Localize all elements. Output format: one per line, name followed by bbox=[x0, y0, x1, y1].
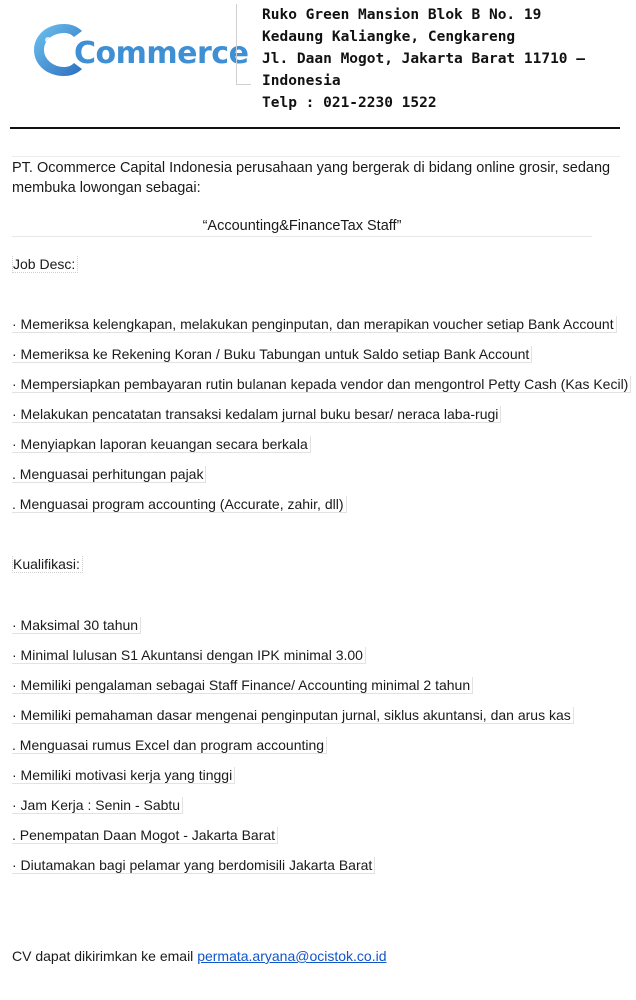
qualification-item: · Memiliki pengalaman sebagai Staff Finance/ Accounting minimal 2 tahun bbox=[12, 677, 473, 694]
qualification-item: . Menguasai rumus Excel dan program accounting bbox=[12, 737, 327, 754]
contact-line bbox=[12, 948, 387, 964]
position-title: “Accounting&FinanceTax Staff” bbox=[12, 218, 592, 237]
qualification-item: · Minimal lulusan S1 Akuntansi dengan IPK minimal 3.00 bbox=[12, 647, 366, 664]
qualification-item: · Maksimal 30 tahun bbox=[12, 617, 141, 634]
address-line: Ruko Green Mansion Blok B No. 19 bbox=[262, 7, 542, 23]
job-desc-item: . Menguasai program accounting (Accurate, zahir, dll) bbox=[12, 496, 347, 513]
email-link[interactable]: permata.aryana@ocistok.co.id bbox=[197, 948, 387, 964]
qualification-item: · Memiliki pemahaman dasar mengenai penginputan jurnal, siklus akuntansi, dan arus kas bbox=[12, 707, 574, 724]
job-desc-item: · Memeriksa kelengkapan, melakukan penginputan, dan merapikan voucher setiap Bank Account bbox=[12, 316, 617, 333]
qualification-item: · Diutamakan bagi pelamar yang berdomisili Jakarta Barat bbox=[12, 857, 375, 874]
phone-line: Telp : 021-2230 1522 bbox=[262, 95, 437, 111]
address-line: Kedaung Kaliangke, Cengkareng bbox=[262, 29, 516, 45]
job-desc-item: · Memeriksa ke Rekening Koran / Buku Tabungan untuk Saldo setiap Bank Account bbox=[12, 346, 532, 363]
job-desc-item: · Mempersiapkan pembayaran rutin bulanan kepada vendor dan mengontrol Petty Cash (Kas Kecil) bbox=[12, 376, 631, 393]
job-desc-heading: Job Desc: bbox=[12, 256, 78, 273]
intro-paragraph: PT. Ocommerce Capital Indonesia perusahaan yang bergerak di bidang online grosir, sedang membuka lowongan sebagai: bbox=[12, 160, 611, 196]
header-divider bbox=[236, 4, 251, 85]
address-line: Jl. Daan Mogot, Jakarta Barat 11710 – bbox=[262, 51, 586, 67]
logo-wordmark: Commerce bbox=[74, 36, 249, 71]
job-desc-item: · Menyiapkan laporan keuangan secara berkala bbox=[12, 436, 311, 453]
letterhead bbox=[0, 0, 636, 130]
job-desc-item: . Menguasai perhitungan pajak bbox=[12, 466, 206, 483]
contact-text: CV dapat dikirimkan ke email bbox=[12, 948, 198, 964]
intro-rule bbox=[12, 156, 620, 157]
qualification-item: . Penempatan Daan Mogot - Jakarta Barat bbox=[12, 827, 278, 844]
address-line: Indonesia bbox=[262, 73, 341, 89]
qualifications-heading: Kualifikasi: bbox=[12, 556, 83, 573]
company-logo bbox=[28, 18, 249, 82]
header-rule bbox=[10, 127, 620, 129]
company-address bbox=[262, 4, 632, 114]
qualification-item: · Jam Kerja : Senin - Sabtu bbox=[12, 797, 183, 814]
qualification-item: · Memiliki motivasi kerja yang tinggi bbox=[12, 767, 235, 784]
job-desc-item: · Melakukan pencatatan transaksi kedalam jurnal buku besar/ neraca laba-rugi bbox=[12, 406, 501, 423]
